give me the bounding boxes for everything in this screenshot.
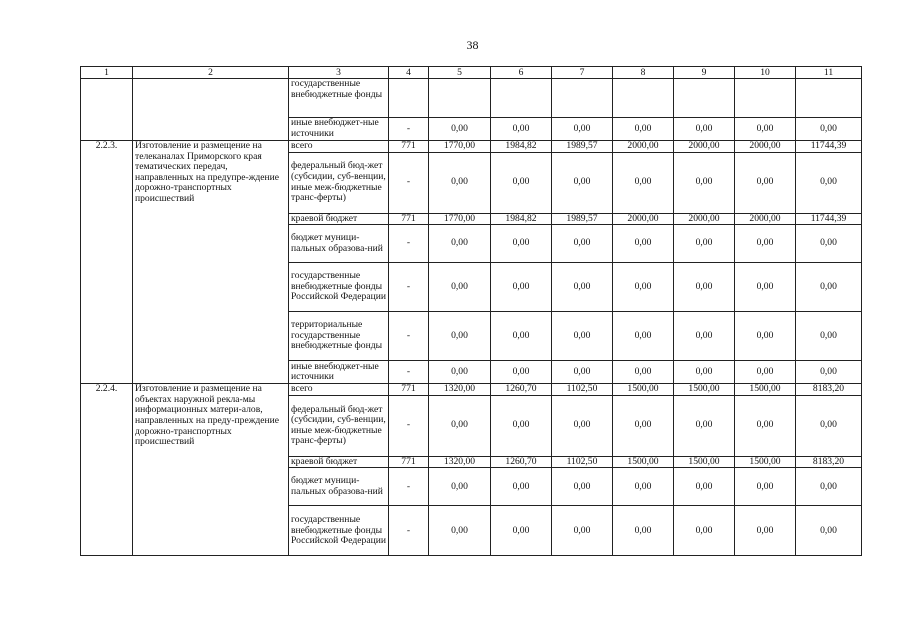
value-cell: 1770,00 xyxy=(429,141,491,153)
value-cell: 1500,00 xyxy=(735,456,796,468)
source-cell: иные внебюджет-ные источники xyxy=(289,118,389,141)
value-cell xyxy=(491,79,552,118)
value-cell: 0,00 xyxy=(552,263,613,312)
item-name-cell: Изготовление и размещение на объектах наружной рекла-мы информационных матери-алов, направленных на преду-преждение дорожно-транспортных происшествий xyxy=(133,384,289,556)
source-cell: федеральный бюд-жет (субсидии, суб-венции, иные меж-бюджетные транс-ферты) xyxy=(289,395,389,456)
code-cell xyxy=(389,79,429,118)
value-cell xyxy=(552,79,613,118)
code-cell: - xyxy=(389,468,429,506)
column-number: 10 xyxy=(735,67,796,79)
value-cell: 0,00 xyxy=(491,506,552,556)
source-cell: государственные внебюджетные фонды Российской Федерации xyxy=(289,263,389,312)
value-cell: 1102,50 xyxy=(552,384,613,396)
value-cell: 0,00 xyxy=(735,263,796,312)
column-number: 3 xyxy=(289,67,389,79)
column-number: 6 xyxy=(491,67,552,79)
column-number: 2 xyxy=(133,67,289,79)
code-cell: - xyxy=(389,225,429,263)
code-cell: - xyxy=(389,395,429,456)
value-cell: 0,00 xyxy=(429,312,491,361)
value-cell: 0,00 xyxy=(491,468,552,506)
value-cell: 1320,00 xyxy=(429,456,491,468)
column-number: 7 xyxy=(552,67,613,79)
code-cell: - xyxy=(389,312,429,361)
value-cell: 0,00 xyxy=(429,152,491,213)
source-cell: федеральный бюд-жет (субсидии, суб-венции, иные меж-бюджетные транс-ферты) xyxy=(289,152,389,213)
value-cell: 0,00 xyxy=(491,118,552,141)
value-cell: 1989,57 xyxy=(552,141,613,153)
value-cell: 0,00 xyxy=(796,263,862,312)
table-row xyxy=(81,141,862,153)
value-cell: 0,00 xyxy=(429,506,491,556)
source-cell: территориальные государственные внебюджетные фонды xyxy=(289,312,389,361)
value-cell: 0,00 xyxy=(674,263,735,312)
code-cell: - xyxy=(389,118,429,141)
code-cell: 771 xyxy=(389,141,429,153)
value-cell: 2000,00 xyxy=(613,213,674,225)
value-cell: 0,00 xyxy=(491,152,552,213)
code-cell: - xyxy=(389,263,429,312)
budget-table xyxy=(80,66,862,556)
value-cell: 0,00 xyxy=(491,263,552,312)
value-cell: 0,00 xyxy=(796,468,862,506)
value-cell: 0,00 xyxy=(735,225,796,263)
source-cell: краевой бюджет xyxy=(289,213,389,225)
source-cell: иные внебюджет-ные источники xyxy=(289,361,389,384)
value-cell: 0,00 xyxy=(429,225,491,263)
value-cell: 1989,57 xyxy=(552,213,613,225)
value-cell: 2000,00 xyxy=(735,213,796,225)
value-cell: 2000,00 xyxy=(674,141,735,153)
value-cell: 0,00 xyxy=(674,506,735,556)
value-cell: 2000,00 xyxy=(674,213,735,225)
item-number-cell xyxy=(81,79,133,141)
value-cell: 0,00 xyxy=(674,152,735,213)
value-cell: 0,00 xyxy=(613,468,674,506)
item-name-cell xyxy=(133,79,289,141)
source-cell: бюджет муници-пальных образова-ний xyxy=(289,468,389,506)
value-cell: 0,00 xyxy=(491,312,552,361)
value-cell: 0,00 xyxy=(613,225,674,263)
value-cell: 1500,00 xyxy=(735,384,796,396)
value-cell: 0,00 xyxy=(674,225,735,263)
column-number: 4 xyxy=(389,67,429,79)
column-number-row xyxy=(81,67,862,79)
value-cell: 1500,00 xyxy=(613,384,674,396)
value-cell: 0,00 xyxy=(674,361,735,384)
value-cell: 0,00 xyxy=(613,361,674,384)
column-number: 8 xyxy=(613,67,674,79)
value-cell: 0,00 xyxy=(613,395,674,456)
value-cell: 0,00 xyxy=(552,225,613,263)
value-cell: 11744,39 xyxy=(796,141,862,153)
code-cell: 771 xyxy=(389,456,429,468)
value-cell: 11744,39 xyxy=(796,213,862,225)
value-cell: 0,00 xyxy=(796,118,862,141)
value-cell: 1260,70 xyxy=(491,456,552,468)
value-cell: 1500,00 xyxy=(674,384,735,396)
page-number: 38 xyxy=(466,38,479,52)
value-cell: 0,00 xyxy=(735,395,796,456)
source-cell: краевой бюджет xyxy=(289,456,389,468)
code-cell: - xyxy=(389,361,429,384)
value-cell: 0,00 xyxy=(796,395,862,456)
value-cell: 1770,00 xyxy=(429,213,491,225)
value-cell: 2000,00 xyxy=(613,141,674,153)
value-cell: 0,00 xyxy=(613,506,674,556)
value-cell: 0,00 xyxy=(552,361,613,384)
item-name-cell: Изготовление и размещение на телеканалах Приморского края тематических передач, направленных на предупре-ждение дорожно-транспортных происшествий xyxy=(133,141,289,384)
value-cell: 1984,82 xyxy=(491,141,552,153)
value-cell: 0,00 xyxy=(796,361,862,384)
value-cell: 0,00 xyxy=(796,152,862,213)
value-cell: 0,00 xyxy=(674,312,735,361)
value-cell: 0,00 xyxy=(491,225,552,263)
value-cell: 0,00 xyxy=(796,312,862,361)
value-cell xyxy=(674,79,735,118)
value-cell: 0,00 xyxy=(552,118,613,141)
value-cell xyxy=(613,79,674,118)
source-cell: бюджет муници-пальных образова-ний xyxy=(289,225,389,263)
value-cell: 0,00 xyxy=(491,361,552,384)
value-cell: 1320,00 xyxy=(429,384,491,396)
code-cell: 771 xyxy=(389,384,429,396)
code-cell: - xyxy=(389,506,429,556)
column-number: 11 xyxy=(796,67,862,79)
value-cell xyxy=(429,79,491,118)
source-cell: всего xyxy=(289,141,389,153)
value-cell: 0,00 xyxy=(735,118,796,141)
source-cell: государственные внебюджетные фонды xyxy=(289,79,389,118)
value-cell xyxy=(796,79,862,118)
value-cell: 0,00 xyxy=(552,506,613,556)
code-cell: 771 xyxy=(389,213,429,225)
value-cell: 0,00 xyxy=(613,312,674,361)
value-cell: 0,00 xyxy=(674,468,735,506)
value-cell: 1984,82 xyxy=(491,213,552,225)
value-cell: 0,00 xyxy=(429,263,491,312)
value-cell: 1500,00 xyxy=(613,456,674,468)
value-cell: 1500,00 xyxy=(674,456,735,468)
value-cell: 0,00 xyxy=(796,225,862,263)
column-number: 9 xyxy=(674,67,735,79)
value-cell: 1260,70 xyxy=(491,384,552,396)
source-cell: всего xyxy=(289,384,389,396)
value-cell: 0,00 xyxy=(613,152,674,213)
value-cell: 0,00 xyxy=(552,152,613,213)
item-number-cell: 2.2.4. xyxy=(81,384,133,556)
value-cell: 8183,20 xyxy=(796,456,862,468)
value-cell xyxy=(735,79,796,118)
value-cell: 0,00 xyxy=(735,152,796,213)
value-cell: 8183,20 xyxy=(796,384,862,396)
value-cell: 0,00 xyxy=(429,468,491,506)
value-cell: 0,00 xyxy=(735,361,796,384)
value-cell: 0,00 xyxy=(796,506,862,556)
value-cell: 0,00 xyxy=(552,312,613,361)
table-row xyxy=(81,79,862,118)
table-row xyxy=(81,384,862,396)
value-cell: 0,00 xyxy=(429,361,491,384)
value-cell: 0,00 xyxy=(735,506,796,556)
value-cell: 0,00 xyxy=(552,468,613,506)
value-cell: 0,00 xyxy=(674,118,735,141)
value-cell: 0,00 xyxy=(491,395,552,456)
value-cell: 0,00 xyxy=(613,118,674,141)
value-cell: 0,00 xyxy=(735,468,796,506)
value-cell: 0,00 xyxy=(735,312,796,361)
column-number: 1 xyxy=(81,67,133,79)
value-cell: 0,00 xyxy=(429,395,491,456)
value-cell: 1102,50 xyxy=(552,456,613,468)
item-number-cell: 2.2.3. xyxy=(81,141,133,384)
value-cell: 2000,00 xyxy=(735,141,796,153)
value-cell: 0,00 xyxy=(552,395,613,456)
value-cell: 0,00 xyxy=(674,395,735,456)
column-number: 5 xyxy=(429,67,491,79)
value-cell: 0,00 xyxy=(613,263,674,312)
value-cell: 0,00 xyxy=(429,118,491,141)
code-cell: - xyxy=(389,152,429,213)
source-cell: государственные внебюджетные фонды Российской Федерации xyxy=(289,506,389,556)
